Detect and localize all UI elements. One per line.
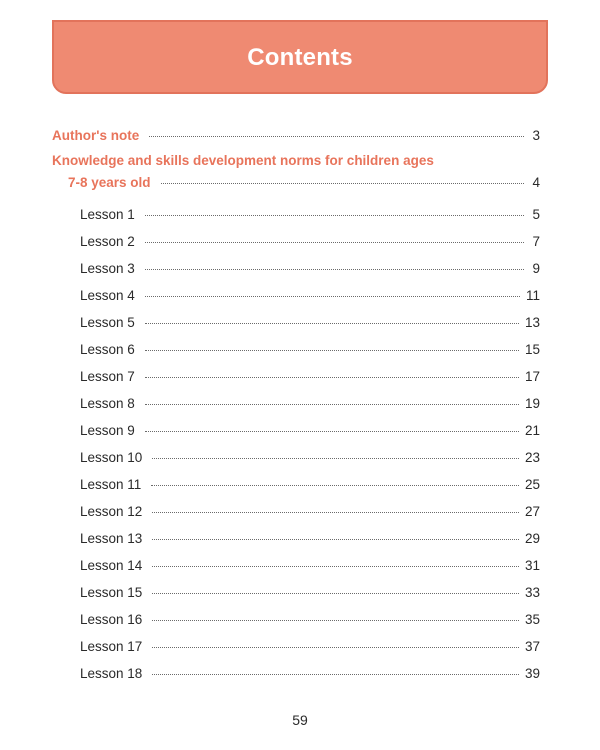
toc-entry-page: 4 (532, 175, 540, 190)
toc-entry-lesson[interactable] (80, 504, 540, 520)
toc-entry-lesson[interactable] (80, 315, 540, 331)
dot-leader (145, 269, 524, 270)
dot-leader (152, 512, 519, 513)
page-title: Contents (247, 44, 353, 71)
toc-entry-page: 3 (532, 128, 540, 143)
toc-entry-label: Lesson 9 (80, 423, 135, 438)
toc-entry-lesson[interactable] (80, 261, 540, 277)
toc-entry-page: 15 (524, 342, 540, 357)
toc-entry-label: Lesson 11 (80, 477, 142, 492)
dot-leader (145, 215, 524, 216)
toc-entry-label: Author's note (52, 128, 140, 143)
toc-entry-lesson[interactable] (80, 558, 540, 574)
toc-entry-page: 9 (532, 261, 540, 276)
toc-entry-lesson[interactable] (80, 369, 540, 385)
toc-entry-page: 37 (524, 639, 540, 654)
dot-leader (152, 539, 519, 540)
dot-leader (152, 647, 519, 648)
toc-entry-lesson[interactable] (80, 396, 540, 412)
toc-entry-norms[interactable] (68, 175, 540, 191)
toc-entry-label: Lesson 16 (80, 612, 143, 627)
toc-entry-page: 17 (524, 369, 540, 384)
dot-leader (145, 323, 519, 324)
dot-leader (145, 404, 519, 405)
toc-entry-label: Lesson 13 (80, 531, 143, 546)
contents-banner (52, 20, 548, 94)
toc-entry-label: Lesson 1 (80, 207, 135, 222)
dot-leader (152, 674, 519, 675)
toc-entry-lesson[interactable] (80, 450, 540, 466)
toc-entry-page: 21 (524, 423, 540, 438)
toc-entry-lesson[interactable] (80, 666, 540, 682)
toc-entry-lesson[interactable] (80, 639, 540, 655)
toc-entry-label: Lesson 7 (80, 369, 135, 384)
dot-leader (161, 183, 524, 184)
toc-entry-page: 31 (524, 558, 540, 573)
dot-leader (152, 566, 519, 567)
toc-entry-page: 25 (524, 477, 540, 492)
toc-entry-label: Lesson 4 (80, 288, 135, 303)
toc-entry-label: Lesson 12 (80, 504, 143, 519)
toc-entry-authors-note[interactable] (52, 128, 540, 144)
toc-entry-label: Lesson 18 (80, 666, 143, 681)
dot-leader (152, 620, 519, 621)
toc-entry-page: 23 (524, 450, 540, 465)
dot-leader (151, 485, 519, 486)
toc-entry-label: 7-8 years old (68, 175, 151, 190)
toc-entry-label: Lesson 2 (80, 234, 135, 249)
toc-entry-label: Lesson 10 (80, 450, 143, 465)
dot-leader (145, 377, 519, 378)
toc-entry-lesson[interactable] (80, 288, 540, 304)
toc-entry-page: 33 (524, 585, 540, 600)
toc-entry-lesson[interactable] (80, 342, 540, 358)
toc-entry-label: Lesson 15 (80, 585, 143, 600)
toc-entry-lesson[interactable] (80, 234, 540, 250)
toc-entry-lesson[interactable] (80, 612, 540, 628)
page-number: 59 (292, 712, 308, 728)
toc-entry-norms-line1[interactable]: Knowledge and skills development norms for children ages (52, 153, 434, 168)
toc-entry-label: Lesson 6 (80, 342, 135, 357)
dot-leader (149, 136, 524, 137)
dot-leader (152, 458, 519, 459)
toc-entry-label: Lesson 3 (80, 261, 135, 276)
dot-leader (145, 242, 524, 243)
dot-leader (145, 431, 519, 432)
dot-leader (145, 350, 519, 351)
toc-entry-label: Lesson 8 (80, 396, 135, 411)
toc-entry-lesson[interactable] (80, 531, 540, 547)
toc-entry-page: 27 (524, 504, 540, 519)
toc-entry-label: Lesson 14 (80, 558, 143, 573)
toc-entry-label: Lesson 5 (80, 315, 135, 330)
toc-entry-page: 13 (524, 315, 540, 330)
toc-entry-lesson[interactable] (80, 477, 540, 493)
dot-leader (145, 296, 520, 297)
toc-entry-lesson[interactable] (80, 423, 540, 439)
toc-entry-page: 7 (532, 234, 540, 249)
toc-entry-page: 5 (532, 207, 540, 222)
toc-entry-page: 11 (525, 288, 540, 303)
toc-entry-lesson[interactable] (80, 207, 540, 223)
dot-leader (152, 593, 519, 594)
toc-entry-page: 39 (524, 666, 540, 681)
toc-entry-page: 35 (524, 612, 540, 627)
toc-entry-page: 29 (524, 531, 540, 546)
toc-entry-lesson[interactable] (80, 585, 540, 601)
toc-entry-page: 19 (524, 396, 540, 411)
toc-entry-label: Lesson 17 (80, 639, 143, 654)
